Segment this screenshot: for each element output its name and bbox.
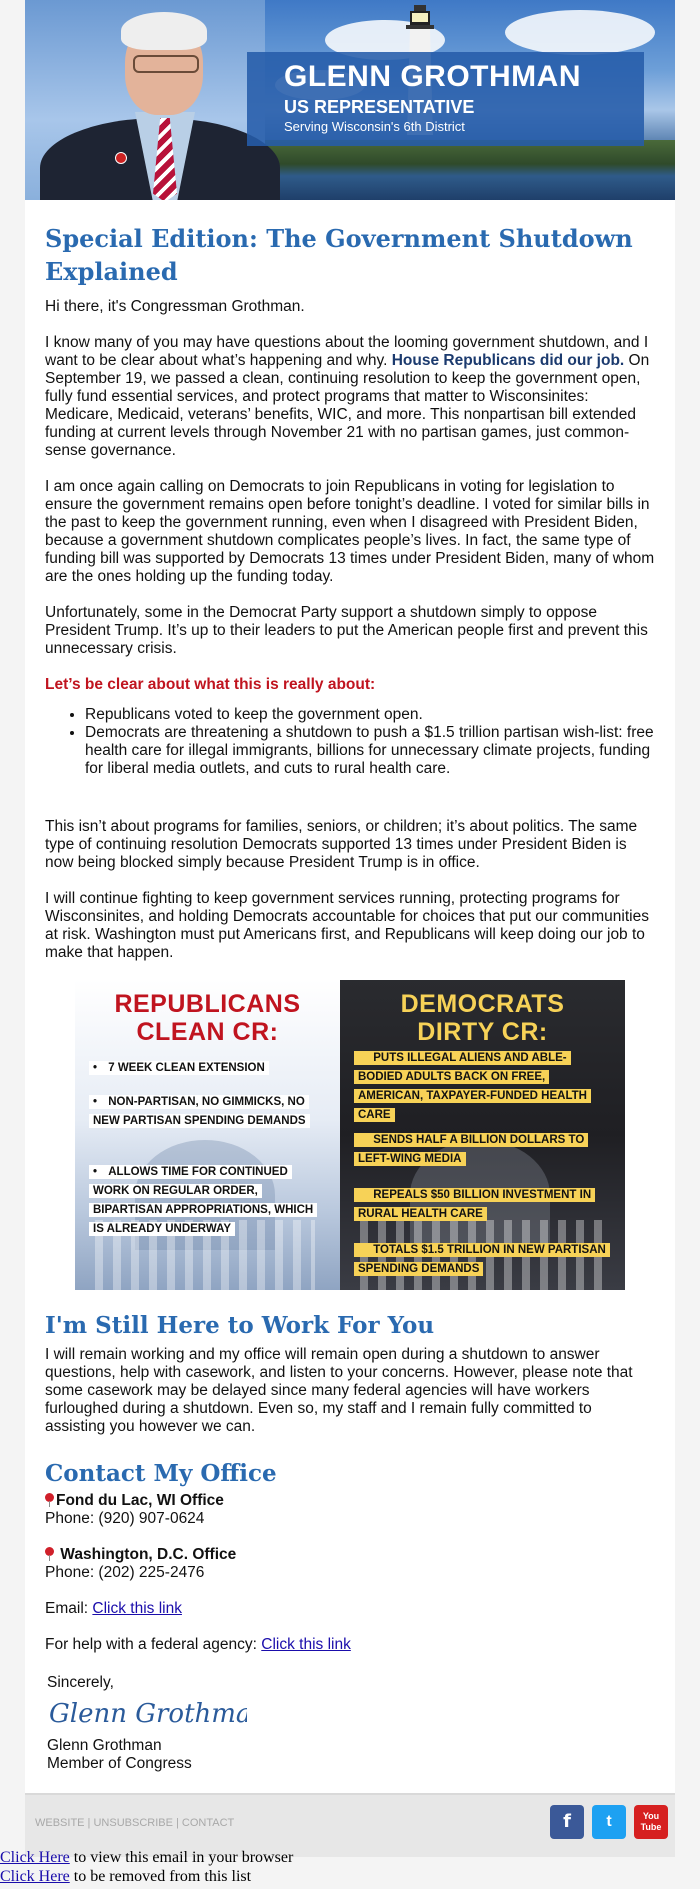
paragraph-3: Unfortunately, some in the Democrat Party support a shutdown simply to oppose President Trump. It’s up to their leaders to put the American people first and prevent this unnecessary crisis. <box>45 604 648 657</box>
footer-links[interactable]: WEBSITE | UNSUBSCRIBE | CONTACT <box>35 1817 235 1829</box>
paragraph-5: I will continue fighting to keep government services running, protecting programs for Wisconsinites, and holding Democrats accountable for choices that put our communities at risk. Washington must put Americans first, and Republicans will keep doing our job to make that happen. <box>45 890 649 961</box>
view-text: to view this email in your browser <box>69 1849 294 1866</box>
work-heading: I'm Still Here to Work For You <box>45 1312 435 1339</box>
greeting: Hi there, it's Congressman Grothman. <box>45 298 305 315</box>
congressman-portrait <box>25 0 265 200</box>
office-name: Fond du Lac, WI Office <box>56 1492 224 1509</box>
bullet-list <box>45 706 655 778</box>
signature-image <box>47 1694 247 1732</box>
office-phone: Phone: (920) 907-0624 <box>45 1510 205 1527</box>
republicans-panel <box>75 980 340 1290</box>
banner-title-box <box>247 52 644 146</box>
remove-text: to be removed from this list <box>69 1868 252 1885</box>
email-line <box>45 1600 655 1618</box>
paragraph-4: This isn’t about programs for families, seniors, or children; it’s about politics. The same type of continuing resolution Democrats supported 13 times under President Biden is now being blocked simply because President Trump is in office. <box>45 818 638 871</box>
sig-title: Member of Congress <box>47 1755 192 1772</box>
list-item: • Republicans voted to keep the government open. <box>85 706 655 724</box>
office-washington <box>45 1546 655 1582</box>
democrats-panel <box>340 980 625 1290</box>
email-container <box>25 0 675 1857</box>
header-banner <box>25 0 675 200</box>
facebook-icon[interactable]: f <box>550 1805 584 1839</box>
agency-link[interactable]: Click this link <box>261 1636 351 1653</box>
list-item: • REPEALS $50 BILLION INVESTMENT IN RURAL HEALTH CARE <box>354 1185 609 1223</box>
list-item: • Democrats are threatening a shutdown to push a $1.5 trillion partisan wish-list: free health care for illegal immigrants, billions for unnecessary climate projects, funding for liberal media outlets, and cuts to rural health care. <box>85 724 655 778</box>
contact-heading: Contact My Office <box>45 1460 277 1487</box>
office-phone: Phone: (202) 225-2476 <box>45 1564 205 1581</box>
page-title: Special Edition: The Government Shutdown Explained <box>45 224 633 286</box>
email-bottom-links <box>0 1848 293 1886</box>
banner-name: GLENN GROTHMAN <box>284 60 581 93</box>
view-in-browser-link[interactable]: Click Here <box>0 1849 70 1866</box>
map-pin-icon <box>45 1547 54 1561</box>
list-item: • ALLOWS TIME FOR CONTINUED WORK ON REGULAR ORDER, BIPARTISAN APPROPRIATIONS, WHICH IS ALREADY UNDERWAY <box>89 1162 319 1238</box>
list-item: • TOTALS $1.5 TRILLION IN NEW PARTISAN SPENDING DEMANDS <box>354 1240 609 1278</box>
cr-comparison-graphic <box>75 980 625 1290</box>
paragraph-1 <box>45 334 655 460</box>
office-fond-du-lac <box>45 1492 655 1528</box>
twitter-icon[interactable]: t <box>592 1805 626 1839</box>
agency-label: For help with a federal agency: <box>45 1636 262 1653</box>
remove-from-list-link[interactable]: Click Here <box>0 1868 70 1885</box>
alert-heading: Let’s be clear about what this is really about: <box>45 676 376 693</box>
para1-highlight: House Republicans did our job. <box>391 352 625 369</box>
banner-role: US REPRESENTATIVE <box>284 97 475 117</box>
list-item: • PUTS ILLEGAL ALIENS AND ABLE-BODIED ADULTS BACK ON FREE, AMERICAN, TAXPAYER-FUNDED HEALTH CARE <box>354 1048 609 1124</box>
agency-line <box>45 1636 655 1654</box>
republicans-title: REPUBLICANS CLEAN CR: <box>114 990 301 1046</box>
youtube-icon[interactable]: You Tube <box>634 1805 668 1839</box>
email-link[interactable]: Click this link <box>92 1600 182 1617</box>
email-label: Email: <box>45 1600 93 1617</box>
list-item: • NON-PARTISAN, NO GIMMICKS, NO NEW PARTISAN SPENDING DEMANDS <box>89 1092 319 1130</box>
signoff: Sincerely, <box>47 1674 114 1691</box>
svg-text:Glenn Grothman: Glenn Grothman <box>49 1699 247 1729</box>
signature-block <box>45 1674 655 1773</box>
office-name: Washington, D.C. Office <box>56 1546 237 1563</box>
banner-district: Serving Wisconsin's 6th District <box>284 119 465 134</box>
email-body <box>25 200 675 1773</box>
democrats-title: DEMOCRATS DIRTY CR: <box>400 990 565 1046</box>
list-item: • 7 WEEK CLEAN EXTENSION <box>89 1058 319 1077</box>
para1-lead: I know many of you may have questions about the looming government shutdown, and I want to be clear about what’s happening and why. <box>45 334 649 369</box>
map-pin-icon <box>45 1493 54 1507</box>
list-item: • SENDS HALF A BILLION DOLLARS TO LEFT-WING MEDIA <box>354 1130 609 1168</box>
sig-name: Glenn Grothman <box>47 1737 162 1754</box>
paragraph-2: I am once again calling on Democrats to join Republicans in voting for legislation to ensure the government remains open before tonight’s deadline. I voted for similar bills in the past to keep the government running, even when I disagreed with President Biden, because a government shutdown complicates people’s lives. In fact, the same type of funding bill was supported by Democrats 13 times under President Biden, many of whom are the ones holding up the funding today. <box>45 478 655 585</box>
work-paragraph: I will remain working and my office will remain open during a shutdown to answer questions, help with casework, and listen to your concerns. However, please note that some casework may be delayed since many federal agencies will have workers furloughed during a shutdown. Even so, my staff and I remain fully committed to assisting you however we can. <box>45 1346 633 1435</box>
para1-rest: On September 19, we passed a clean, continuing resolution to keep the government open, fully fund essential services, and protect programs that matter to Wisconsinites: Medicare, Medicaid, veterans’ benefits, WIC, and more. This nonpartisan bill extended funding at current levels through November 21 with no partisan games, just common-sense governance. <box>45 352 650 459</box>
